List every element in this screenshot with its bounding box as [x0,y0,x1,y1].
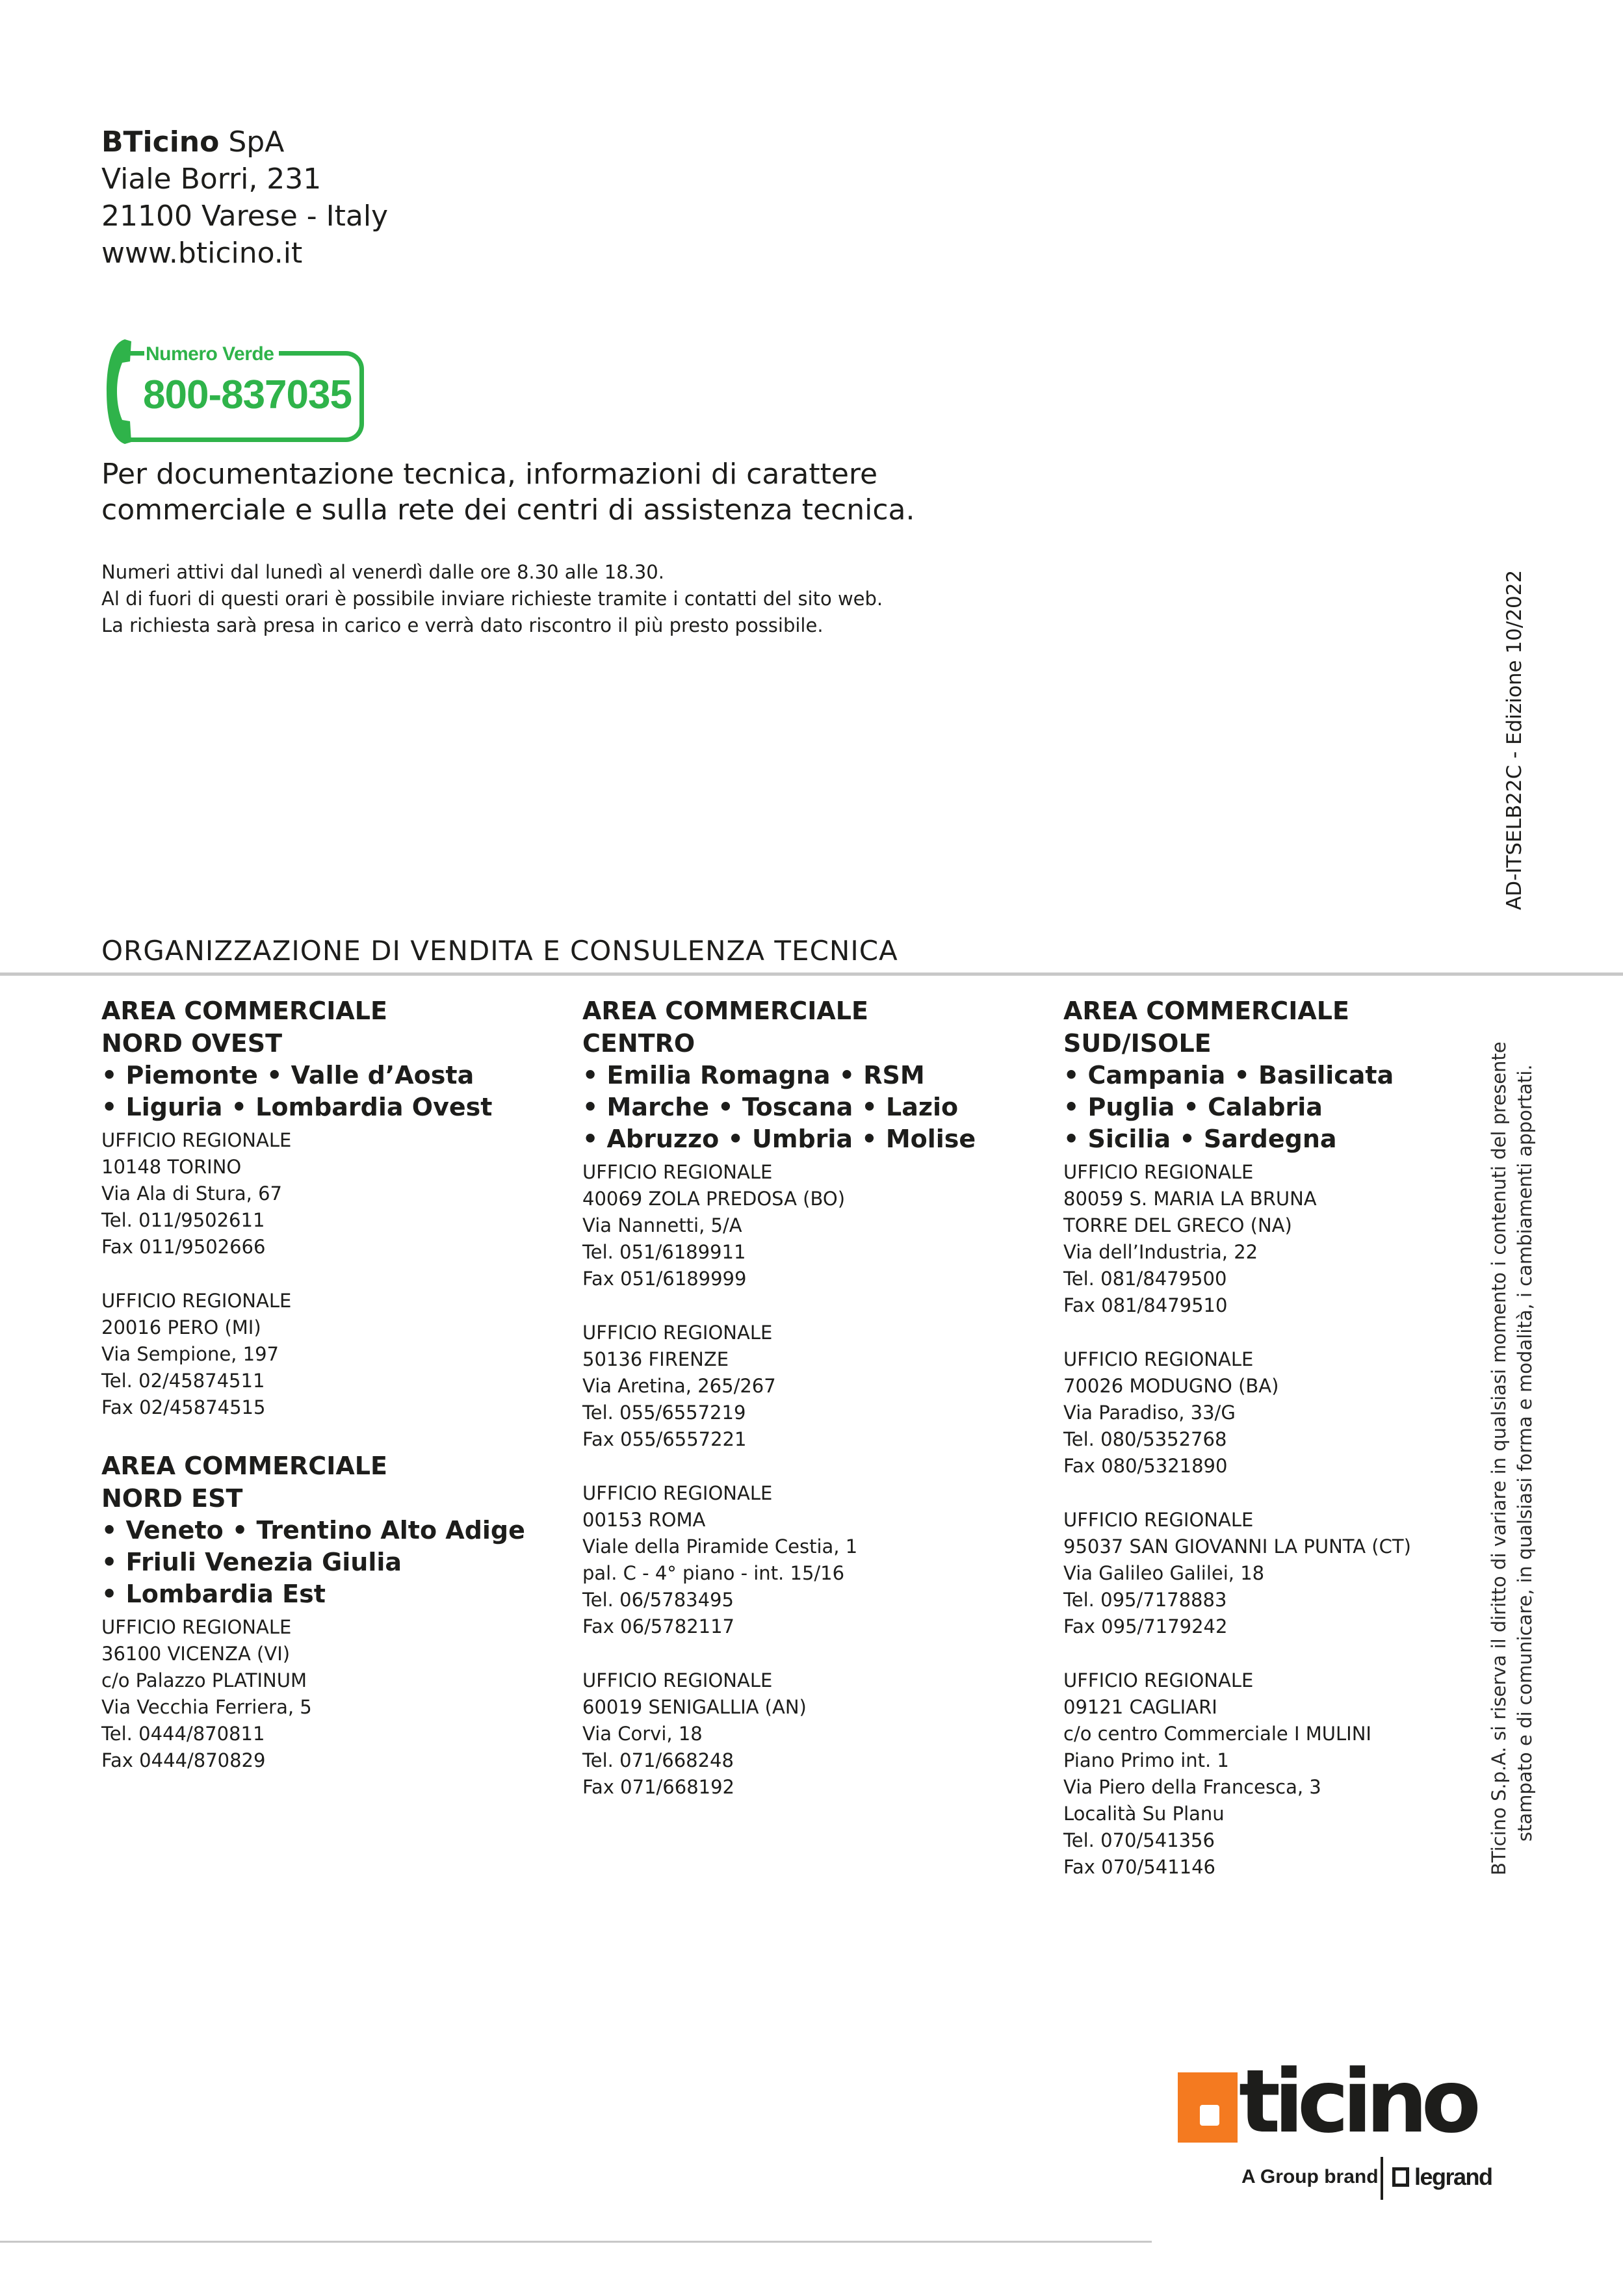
numero-verde-label: Numero Verde [144,343,279,365]
office-pero [101,1288,569,1421]
numero-verde-number[interactable]: 800-837035 [143,372,352,417]
legrand-icon [1392,2167,1409,2187]
logo-wordmark: ticino [1239,2051,1475,2152]
area-title: AREA COMMERCIALE [101,1452,387,1480]
hours-line: Numeri attivi dal lunedì al venerdì dalle ore 8.30 alle 18.30. [101,561,664,583]
office-senigallia [582,1667,1050,1801]
area-title: AREA COMMERCIALE [582,997,868,1025]
hours-line: La richiesta sarà presa in carico e verrà dato riscontro il più presto possibile. [101,614,824,636]
office-line: 80059 S. MARIA LA BRUNA [1063,1188,1317,1210]
column-right [1063,995,1531,1881]
office-modugno [1063,1346,1531,1480]
office-line: Via Galileo Galilei, 18 [1063,1562,1265,1584]
office-line: UFFICIO REGIONALE [582,1669,773,1691]
office-line: 95037 SAN GIOVANNI LA PUNTA (CT) [1063,1535,1411,1558]
company-name: BTicino [101,125,220,159]
disclaimer-line: BTicino S.p.A. si riserva il diritto di variare in qualsiasi momento i contenuti del presente [1488,1041,1510,1875]
office-line: 20016 PERO (MI) [101,1316,261,1338]
legrand-wordmark: legrand [1414,2163,1492,2190]
column-left [101,995,569,1774]
region-line: • Marche • Toscana • Lazio [582,1093,959,1121]
office-line: Fax 011/9502666 [101,1236,266,1258]
office-line: Fax 051/6189999 [582,1268,747,1290]
office-line: Via Sempione, 197 [101,1343,279,1365]
company-suffix: SpA [219,125,285,159]
area-subtitle: NORD OVEST [101,1029,283,1058]
area-nord-ovest [101,995,569,1421]
office-line: UFFICIO REGIONALE [582,1161,773,1183]
company-name-line [101,124,388,161]
office-line: Via Piero della Francesca, 3 [1063,1776,1321,1798]
office-line: 60019 SENIGALLIA (AN) [582,1696,807,1718]
company-street: Viale Borri, 231 [101,163,322,196]
region-line: • Campania • Basilicata [1063,1061,1394,1089]
logo-b-mark [1178,2072,1238,2143]
office-line: UFFICIO REGIONALE [1063,1161,1254,1183]
office-line: Via dell’Industria, 22 [1063,1241,1258,1263]
office-line: c/o centro Commerciale I MULINI [1063,1723,1371,1745]
region-line: • Piemonte • Valle d’Aosta [101,1061,474,1089]
region-line: • Emilia Romagna • RSM [582,1061,925,1089]
office-line: Fax 071/668192 [582,1776,734,1798]
office-san-giovanni-la-punta [1063,1507,1531,1640]
section-title: ORGANIZZAZIONE DI VENDITA E CONSULENZA TECNICA [101,935,898,967]
office-line: c/o Palazzo PLATINUM [101,1669,307,1691]
office-line: TORRE DEL GRECO (NA) [1063,1214,1292,1236]
legal-disclaimer [1486,1041,1538,1875]
office-line: UFFICIO REGIONALE [1063,1348,1254,1370]
bticino-logo [1178,2051,1500,2152]
intro-line: commerciale e sulla rete dei centri di assistenza tecnica. [101,493,915,527]
region-line: • Puglia • Calabria [1063,1093,1323,1121]
company-website[interactable]: www.bticino.it [101,237,303,270]
office-line: Fax 080/5321890 [1063,1455,1228,1477]
office-line: UFFICIO REGIONALE [1063,1669,1254,1691]
office-line: UFFICIO REGIONALE [1063,1509,1254,1531]
office-line: Tel. 080/5352768 [1063,1428,1227,1450]
office-line: Fax 06/5782117 [582,1615,734,1637]
office-roma [582,1480,1050,1640]
intro-text [101,456,1011,528]
office-line: UFFICIO REGIONALE [101,1290,292,1312]
region-line: • Liguria • Lombardia Ovest [101,1093,493,1121]
intro-line: Per documentazione tecnica, informazioni di carattere [101,458,878,491]
office-firenze [582,1320,1050,1453]
group-brand-text: A Group brand [1241,2166,1379,2187]
disclaimer-line: stampato e di comunicare, in qualsiasi forma e modalità, i cambiamenti apportati. [1514,1064,1536,1842]
region-line: • Veneto • Trentino Alto Adige [101,1516,525,1545]
area-nord-est [101,1450,569,1774]
office-line: Tel. 071/668248 [582,1749,734,1771]
office-line: Tel. 02/45874511 [101,1370,265,1392]
area-subtitle: NORD EST [101,1484,243,1513]
office-line: Via Aretina, 265/267 [582,1375,776,1397]
office-line: Via Vecchia Ferriera, 5 [101,1696,312,1718]
company-city: 21100 Varese - Italy [101,200,389,233]
office-line: Fax 055/6557221 [582,1428,747,1450]
office-line: Tel. 0444/870811 [101,1723,265,1745]
office-line: Fax 070/541146 [1063,1856,1215,1878]
office-line: Fax 02/45874515 [101,1396,266,1418]
region-line: • Sicilia • Sardegna [1063,1125,1337,1153]
office-line: UFFICIO REGIONALE [101,1616,292,1638]
area-sud-isole [1063,995,1531,1881]
area-title: AREA COMMERCIALE [101,997,387,1025]
office-line: Tel. 011/9502611 [101,1209,265,1231]
office-line: UFFICIO REGIONALE [582,1482,773,1504]
office-line: Piano Primo int. 1 [1063,1749,1229,1771]
office-line: 70026 MODUGNO (BA) [1063,1375,1279,1397]
office-line: Tel. 051/6189911 [582,1241,746,1263]
office-torre-del-greco [1063,1159,1531,1319]
column-middle [582,995,1050,1801]
hours-notice [101,559,1076,639]
area-centro [582,995,1050,1801]
bottom-divider [0,2241,1152,2243]
office-line: 50136 FIRENZE [582,1348,729,1370]
office-line: Viale della Piramide Cestia, 1 [582,1535,858,1558]
area-subtitle: CENTRO [582,1029,695,1058]
office-line: Località Su Planu [1063,1803,1225,1825]
office-line: Tel. 055/6557219 [582,1402,746,1424]
office-torino [101,1127,569,1260]
office-line: Tel. 081/8479500 [1063,1268,1227,1290]
region-line: • Abruzzo • Umbria • Molise [582,1125,976,1153]
office-cagliari [1063,1667,1531,1881]
region-line: • Friuli Venezia Giulia [101,1548,402,1576]
office-line: 09121 CAGLIARI [1063,1696,1217,1718]
office-line: Via Nannetti, 5/A [582,1214,742,1236]
office-line: pal. C - 4° piano - int. 15/16 [582,1562,845,1584]
area-subtitle: SUD/ISOLE [1063,1029,1212,1058]
office-line: Tel. 095/7178883 [1063,1589,1227,1611]
office-line: Via Paradiso, 33/G [1063,1402,1236,1424]
document-code: AD-ITSELB22C - Edizione 10/2022 [1503,569,1526,910]
office-line: Via Corvi, 18 [582,1723,703,1745]
office-line: 00153 ROMA [582,1509,706,1531]
section-divider [0,972,1623,976]
office-line: UFFICIO REGIONALE [101,1129,292,1151]
office-line: 36100 VICENZA (VI) [101,1643,291,1665]
brand-separator [1381,2157,1383,2200]
office-line: Tel. 06/5783495 [582,1589,734,1611]
company-address [101,124,388,272]
office-line: Tel. 070/541356 [1063,1829,1215,1851]
office-line: Fax 095/7179242 [1063,1615,1228,1637]
area-title: AREA COMMERCIALE [1063,997,1349,1025]
office-line: 40069 ZOLA PREDOSA (BO) [582,1188,846,1210]
region-line: • Lombardia Est [101,1580,326,1608]
office-line: Fax 0444/870829 [101,1749,266,1771]
office-line: Via Ala di Stura, 67 [101,1182,283,1205]
hours-line: Al di fuori di questi orari è possibile inviare richieste tramite i contatti del sito web. [101,588,883,610]
office-line: 10148 TORINO [101,1156,242,1178]
office-vicenza [101,1614,569,1774]
office-line: UFFICIO REGIONALE [582,1322,773,1344]
office-line: Fax 081/8479510 [1063,1294,1228,1316]
office-zola-predosa [582,1159,1050,1292]
